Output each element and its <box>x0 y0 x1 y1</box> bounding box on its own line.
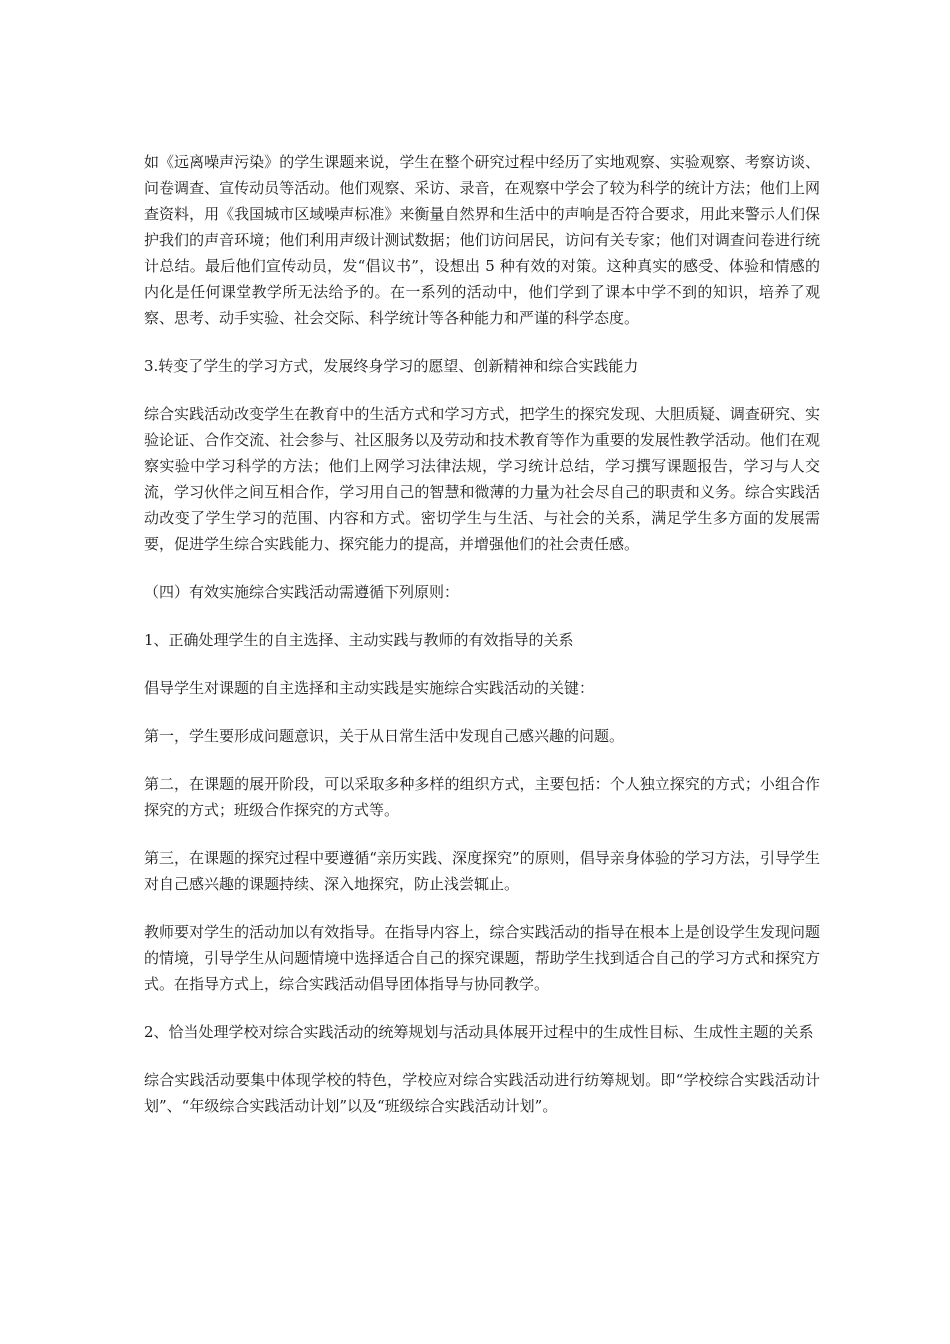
principle-heading-1: 1、正确处理学生的自主选择、主动实践与教师的有效指导的关系 <box>144 631 574 649</box>
paragraph-first: 第一，学生要形成问题意识，关于从日常生活中发现自己感兴趣的问题。 <box>144 727 625 745</box>
paragraph-second: 第二，在课题的展开阶段，可以采取多种多样的组织方式，主要包括：个人独立探究的方式；小组合作探究的方式；班级合作探究的方式等。 <box>144 775 820 819</box>
paragraph-noise-pollution-example: 如《远离噪声污染》的学生课题来说，学生在整个研究过程中经历了实地观察、实验观察、考察访谈、问卷调查、宣传动员等活动。他们观察、采访、录音，在观察中学会了较为科学的统计方法；他们上网查资料，用《我国城市区域噪声标准》来衡量自然界和生活中的声响是否符合要求，用此来警示人们保护我们的声音环境；他们利用声级计测试数据；他们访问居民，访问有关专家；他们对调查问卷进行统计总结。最后他们宣传动员，发“倡议书”，设想出 5 种有效的对策。这种真实的感受、体验和情感的内化是任何课堂教学所无法给予的。在一系列的活动中，他们学到了课本中学不到的知识，培养了观察、思考、动手实验、社会交际、科学统计等各种能力和严谨的科学态度。 <box>144 153 820 327</box>
paragraph-third: 第三，在课题的探究过程中要遵循“亲历实践、深度探究”的原则，倡导亲身体验的学习方法，引导学生对自己感兴趣的课题持续、深入地探究，防止浅尝辄止。 <box>144 849 820 893</box>
principle-heading-2: 2、恰当处理学校对综合实践活动的统筹规划与活动具体展开过程中的生成性目标、生成性主题的关系 <box>144 1023 814 1041</box>
paragraph-learning-methods: 综合实践活动改变学生在教育中的生活方式和学习方式，把学生的探究发现、大胆质疑、调查研究、实验论证、合作交流、社会参与、社区服务以及劳动和技术教育等作为重要的发展性教学活动。他们在观察实验中学习科学的方法；他们上网学习法律法规，学习统计总结，学习撰写课题报告，学习与人交流，学习伙伴之间互相合作，学习用自己的智慧和微薄的力量为社会尽自己的职责和义务。综合实践活动改变了学生学习的范围、内容和方式。密切学生与生活、与社会的关系，满足学生多方面的发展需要，促进学生综合实践能力、探究能力的提高，并增强他们的社会责任感。 <box>144 405 820 553</box>
section-heading-3: 3.转变了学生的学习方式，发展终身学习的愿望、创新精神和综合实践能力 <box>144 357 639 375</box>
paragraph-autonomy-key: 倡导学生对课题的自主选择和主动实践是实施综合实践活动的关键： <box>144 679 595 697</box>
paragraph-teacher-guidance: 教师要对学生的活动加以有效指导。在指导内容上，综合实践活动的指导在根本上是创设学生发现问题的情境，引导学生从问题情境中选择适合自己的探究课题，帮助学生找到适合自己的学习方式和探究方式。在指导方式上，综合实践活动倡导团体指导与协同教学。 <box>144 923 820 993</box>
paragraph-school-planning: 综合实践活动要集中体现学校的特色，学校应对综合实践活动进行纺筹规划。即“学校综合实践活动计划”、“年级综合实践活动计划”以及“班级综合实践活动计划”。 <box>144 1071 820 1115</box>
section-heading-principles: （四）有效实施综合实践活动需遵循下列原则： <box>144 583 460 601</box>
